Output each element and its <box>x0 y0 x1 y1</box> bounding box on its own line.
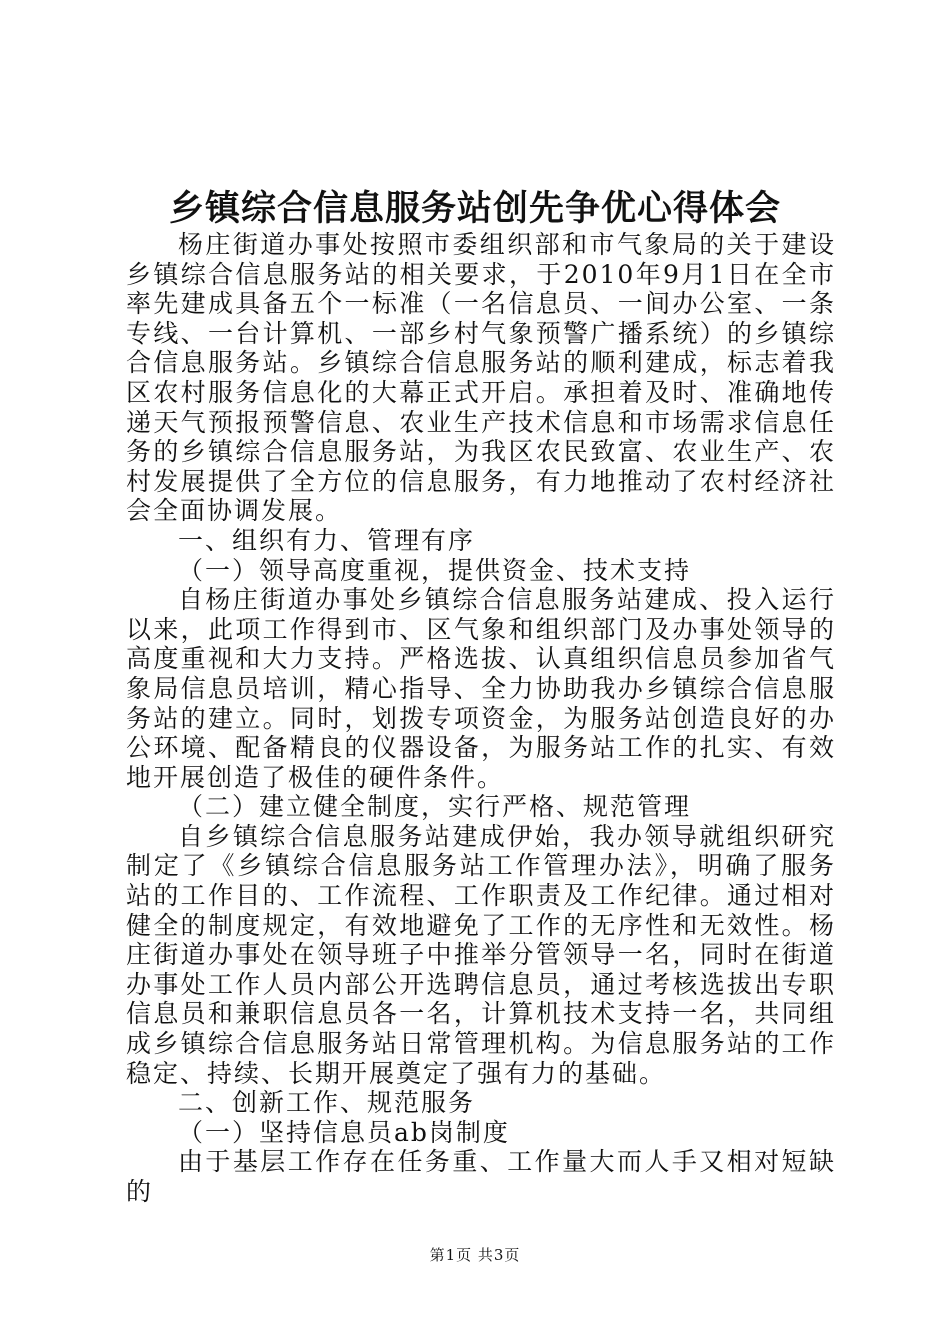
section-heading-1: 一、组织有力、管理有序 <box>178 525 476 555</box>
subsection-heading-2-1: （一）坚持信息员ab岗制度 <box>178 1117 510 1147</box>
document-body <box>126 230 836 1207</box>
subsection-heading-1-2: （二）建立健全制度，实行严格、规范管理 <box>178 792 692 822</box>
section-heading-2: 二、创新工作、规范服务 <box>178 1088 476 1118</box>
subsection-heading-1-1: （一）领导高度重视，提供资金、技术支持 <box>178 555 692 585</box>
page-number-footer: 第1页 共3页 <box>429 1246 521 1264</box>
document-title: 乡镇综合信息服务站创先争优心得体会 <box>168 188 781 229</box>
paragraph-2-1: 由于基层工作存在任务重、工作量大而人手又相对短缺的 <box>126 1147 836 1206</box>
paragraph-1-2: 自乡镇综合信息服务站建成伊始，我办领导就组织研究制定了《乡镇综合信息服务站工作管理办法》，明确了服务站的工作目的、工作流程、工作职责及工作纪律。通过相对健全的制度规定，有效地避免了工作的无序性和无效性。杨庄街道办事处在领导班子中推举分管领导一名，同时在街道办事处工作人员内部公开选聘信息员，通过考核选拔出专职信息员和兼职信息员各一名，计算机技术支持一名，共同组成乡镇综合信息服务站日常管理机构。为信息服务站的工作稳定、持续、长期开展奠定了强有力的基础。 <box>126 821 836 1088</box>
paragraph-intro: 杨庄街道办事处按照市委组织部和市气象局的关于建设乡镇综合信息服务站的相关要求，于2010年9月1日在全市率先建成具备五个一标准（一名信息员、一间办公室、一条专线、一台计算机、一部乡村气象预警广播系统）的乡镇综合信息服务站。乡镇综合信息服务站的顺利建成，标志着我区农村服务信息化的大幕正式开启。承担着及时、准确地传递天气预报预警信息、农业生产技术信息和市场需求信息任务的乡镇综合信息服务站，为我区农民致富、农业生产、农村发展提供了全方位的信息服务，有力地推动了农村经济社会全面协调发展。 <box>126 230 836 526</box>
paragraph-1-1: 自杨庄街道办事处乡镇综合信息服务站建成、投入运行以来，此项工作得到市、区气象和组织部门及办事处领导的高度重视和大力支持。严格选拔、认真组织信息员参加省气象局信息员培训，精心指导、全力协助我办乡镇综合信息服务站的建立。同时，划拨专项资金，为服务站创造良好的办公环境、配备精良的仪器设备，为服务站工作的扎实、有效地开展创造了极佳的硬件条件。 <box>126 585 836 792</box>
